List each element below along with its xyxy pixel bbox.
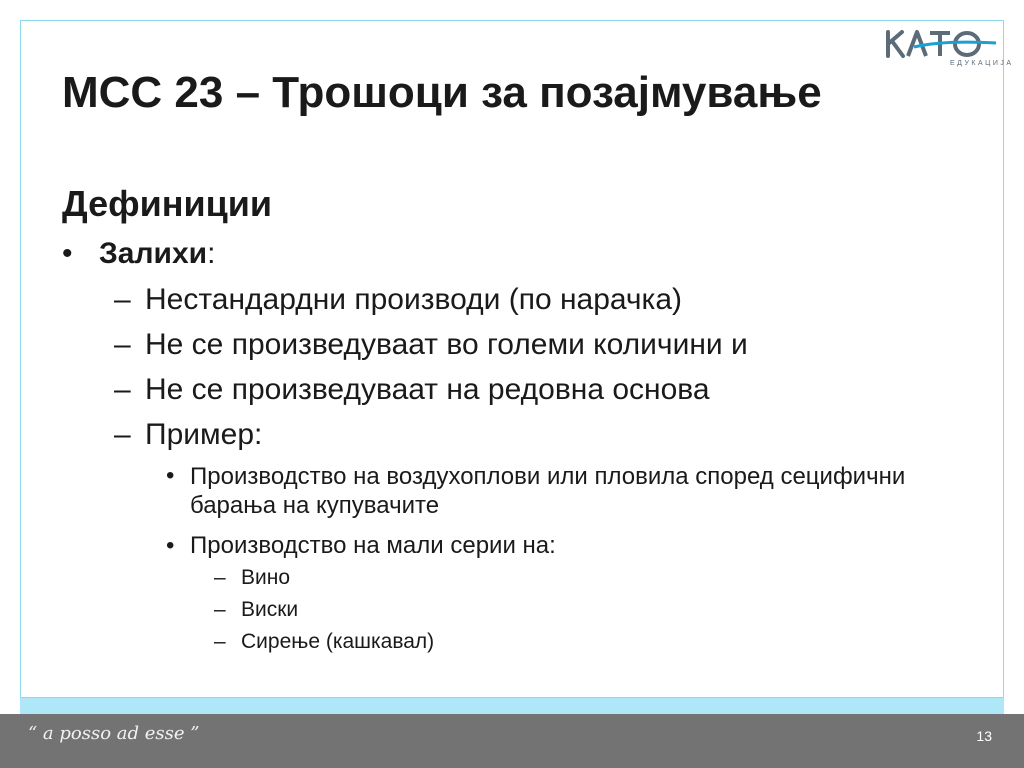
accent-bar: [20, 698, 1004, 714]
page-number: 13: [976, 728, 992, 744]
bullet-marker: •: [166, 462, 175, 489]
list-item-text: Не се произведуваат на редовна основа: [145, 373, 710, 406]
dash-marker: –: [114, 373, 131, 406]
bullet-main-suffix: :: [207, 237, 216, 270]
dash-marker: –: [114, 328, 131, 361]
kato-logo: [884, 26, 1014, 68]
list-item-text: Производство на мали серии на:: [190, 532, 556, 559]
list-item-text: Производство на воздухоплови или пловила според сецифични барања на купувачите: [190, 463, 906, 519]
dash-marker: –: [214, 630, 226, 653]
footer-motto: “ a posso ad esse ”: [28, 723, 200, 744]
list-item-text: Вино: [241, 566, 291, 589]
bullet-marker: •: [166, 532, 175, 559]
dash-marker: –: [214, 598, 226, 621]
logo-tagline: ЕДУКАЦИЈА: [950, 60, 1014, 67]
bullet-marker: •: [62, 237, 73, 270]
bullet-main-label: Залихи: [99, 237, 208, 270]
section-heading: Дефиниции: [62, 183, 273, 224]
list-item-text: Пример:: [145, 418, 263, 451]
list-item-text: Виски: [241, 598, 299, 621]
list-item-text: Нестандардни производи (по нарачка): [145, 283, 683, 316]
dash-marker: –: [114, 283, 131, 316]
list-item-text: Сирење (кашкавал): [241, 630, 435, 653]
dash-marker: –: [214, 566, 226, 589]
slide-title: МСС 23 – Трошоци за позајмување: [62, 68, 822, 117]
list-item-text: Не се произведуваат во големи количини и: [145, 328, 748, 361]
dash-marker: –: [114, 418, 131, 451]
